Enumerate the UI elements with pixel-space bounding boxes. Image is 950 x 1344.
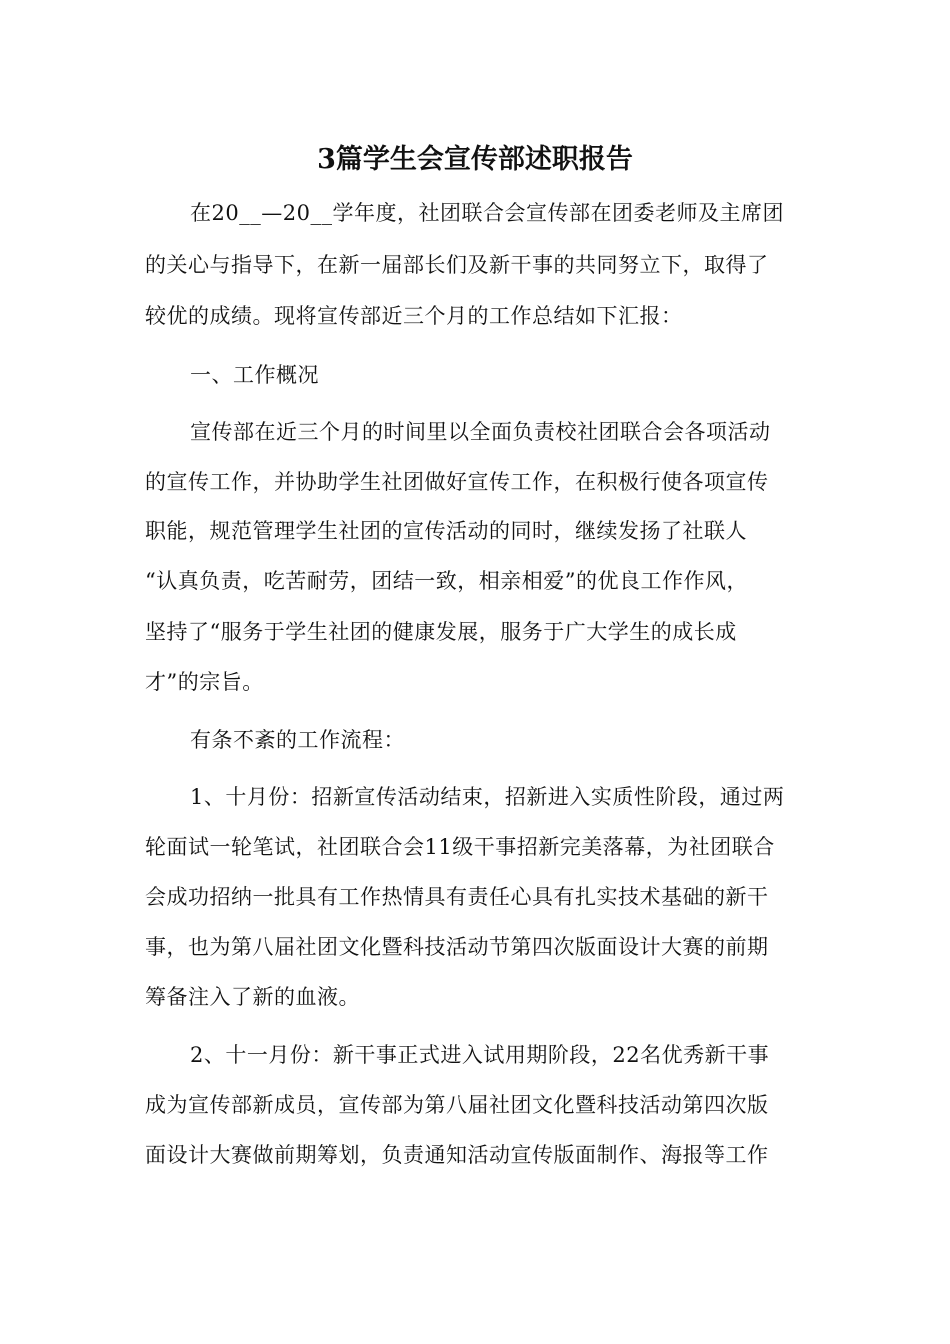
section-heading-overview: 一、工作概况: [190, 363, 319, 387]
paragraph-overview-line-1: 宣传部在近三个月的时间里以全面负责校社团联合会各项活动: [190, 420, 771, 444]
paragraph-october-line-4: 事，也为第八届社团文化暨科技活动节第四次版面设计大赛的前期: [145, 935, 769, 959]
paragraph-october-line-1: 1、十月份：招新宣传活动结束，招新进入实质性阶段，通过两: [190, 785, 785, 809]
paragraph-workflow-heading: 有条不紊的工作流程：: [190, 728, 405, 752]
paragraph-intro-line-3: 较优的成绩。现将宣传部近三个月的工作总结如下汇报：: [145, 304, 683, 328]
paragraph-october-line-5: 筹备注入了新的血液。: [145, 985, 360, 1009]
document-title: 3篇学生会宣传部述职报告: [317, 144, 633, 175]
paragraph-october-line-2: 轮面试一轮笔试，社团联合会11级干事招新完美落幕，为社团联合: [145, 835, 775, 859]
paragraph-overview-line-6: 才”的宗旨。: [145, 670, 264, 694]
paragraph-overview-line-2: 的宣传工作，并协助学生社团做好宣传工作，在积极行使各项宣传: [145, 470, 769, 494]
paragraph-october-line-3: 会成功招纳一批具有工作热情具有责任心具有扎实技术基础的新干: [145, 885, 769, 909]
paragraph-november-line-1: 2、十一月份：新干事正式进入试用期阶段，22名优秀新干事: [190, 1043, 770, 1067]
paragraph-november-line-3: 面设计大赛做前期筹划，负责通知活动宣传版面制作、海报等工作: [145, 1143, 769, 1167]
paragraph-intro-line-2: 的关心与指导下，在新一届部长们及新干事的共同努立下，取得了: [145, 253, 769, 277]
paragraph-overview-line-4: “认真负责，吃苦耐劳，团结一致，相亲相爱”的优良工作作风，: [145, 569, 748, 593]
paragraph-overview-line-5: 坚持了“服务于学生社团的健康发展，服务于广大学生的成长成: [145, 620, 737, 644]
paragraph-november-line-2: 成为宣传部新成员，宣传部为第八届社团文化暨科技活动第四次版: [145, 1093, 769, 1117]
paragraph-intro-line-1: 在20__—20__学年度，社团联合会宣传部在团委老师及主席团: [190, 201, 784, 225]
paragraph-overview-line-3: 职能，规范管理学生社团的宣传活动的同时，继续发扬了社联人: [145, 519, 747, 543]
